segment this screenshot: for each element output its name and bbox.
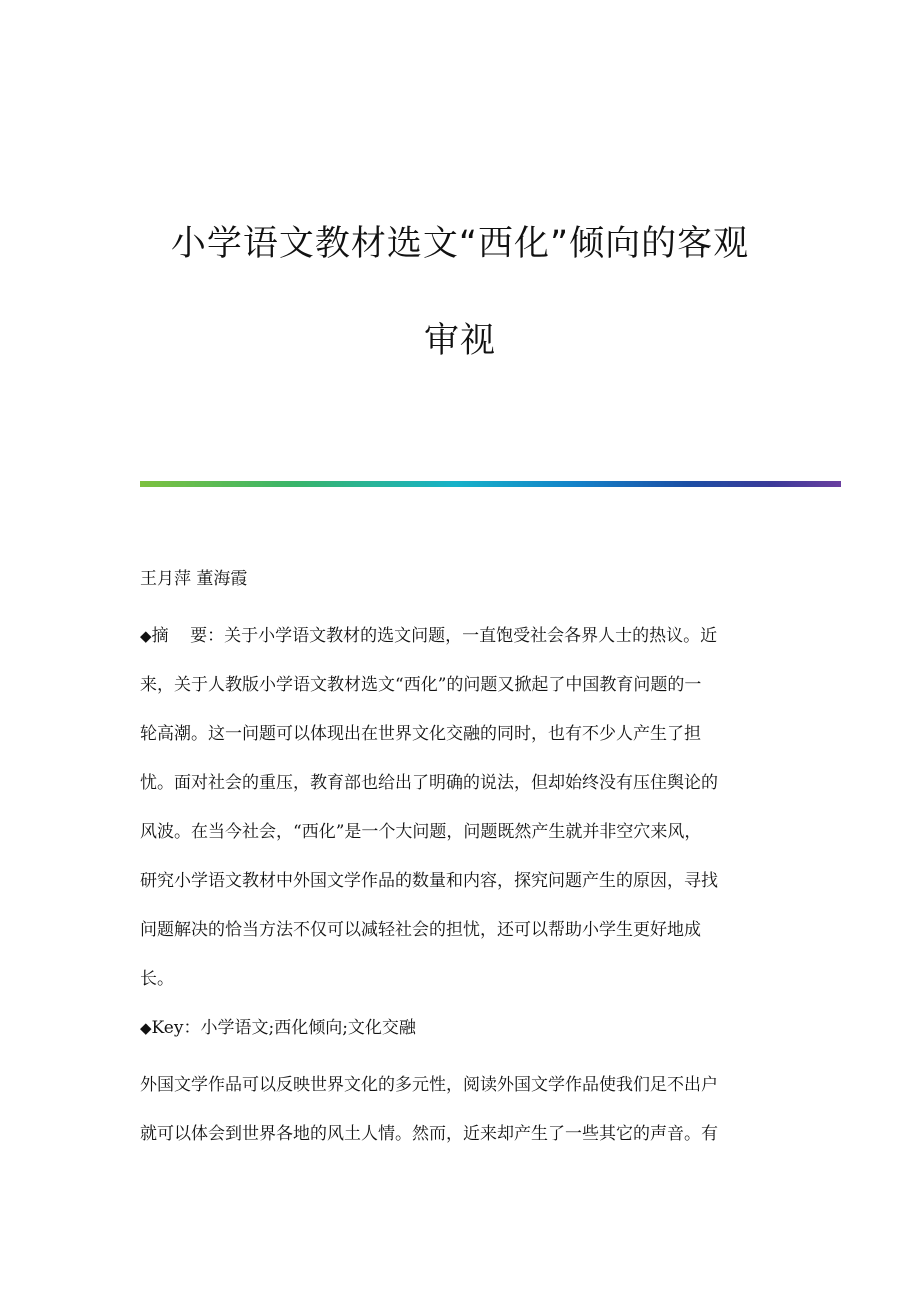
- diamond-bullet-icon: ◆: [140, 1019, 152, 1037]
- body-line-2: 就可以体会到世界各地的风土人情。然而，近来却产生了一些其它的声音。有: [140, 1124, 718, 1144]
- authors: 王月萍 董海霞: [140, 569, 248, 589]
- abstract-line-7: 问题解决的恰当方法不仅可以减轻社会的担忧，还可以帮助小学生更好地成: [140, 920, 701, 940]
- keywords-label: Key：: [151, 1018, 201, 1038]
- abstract-line-8: 长。: [140, 969, 174, 989]
- abstract: [140, 624, 718, 1016]
- body-paragraph: [140, 1073, 718, 1171]
- keywords: [140, 1016, 416, 1040]
- abstract-line-1: [140, 624, 718, 673]
- diamond-bullet-icon: ◆: [140, 627, 152, 645]
- abstract-text: 关于小学语文教材的选文问题，一直饱受社会各界人士的热议。近: [224, 626, 718, 646]
- document-title-line-1: 小学语文教材选文“西化”倾向的客观: [170, 224, 750, 264]
- abstract-line-3: 轮高潮。这一问题可以体现出在世界文化交融的同时，也有不少人产生了担: [140, 724, 701, 744]
- gradient-divider: [140, 481, 841, 487]
- body-line-1: 外国文学作品可以反映世界文化的多元性，阅读外国文学作品使我们足不出户: [140, 1075, 718, 1095]
- abstract-label: 摘 要：: [151, 626, 225, 646]
- keywords-value: 小学语文;西化倾向;文化交融: [200, 1018, 416, 1038]
- abstract-line-5: 风波。在当今社会，“西化”是一个大问题，问题既然产生就并非空穴来风，: [140, 822, 702, 842]
- abstract-line-2: 来，关于人教版小学语文教材选文“西化”的问题又掀起了中国教育问题的一: [140, 675, 702, 695]
- document-title-line-2: 审视: [423, 321, 496, 361]
- abstract-line-4: 忧。面对社会的重压，教育部也给出了明确的说法，但却始终没有压住舆论的: [140, 773, 718, 793]
- abstract-line-6: 研究小学语文教材中外国文学作品的数量和内容，探究问题产生的原因，寻找: [140, 871, 718, 891]
